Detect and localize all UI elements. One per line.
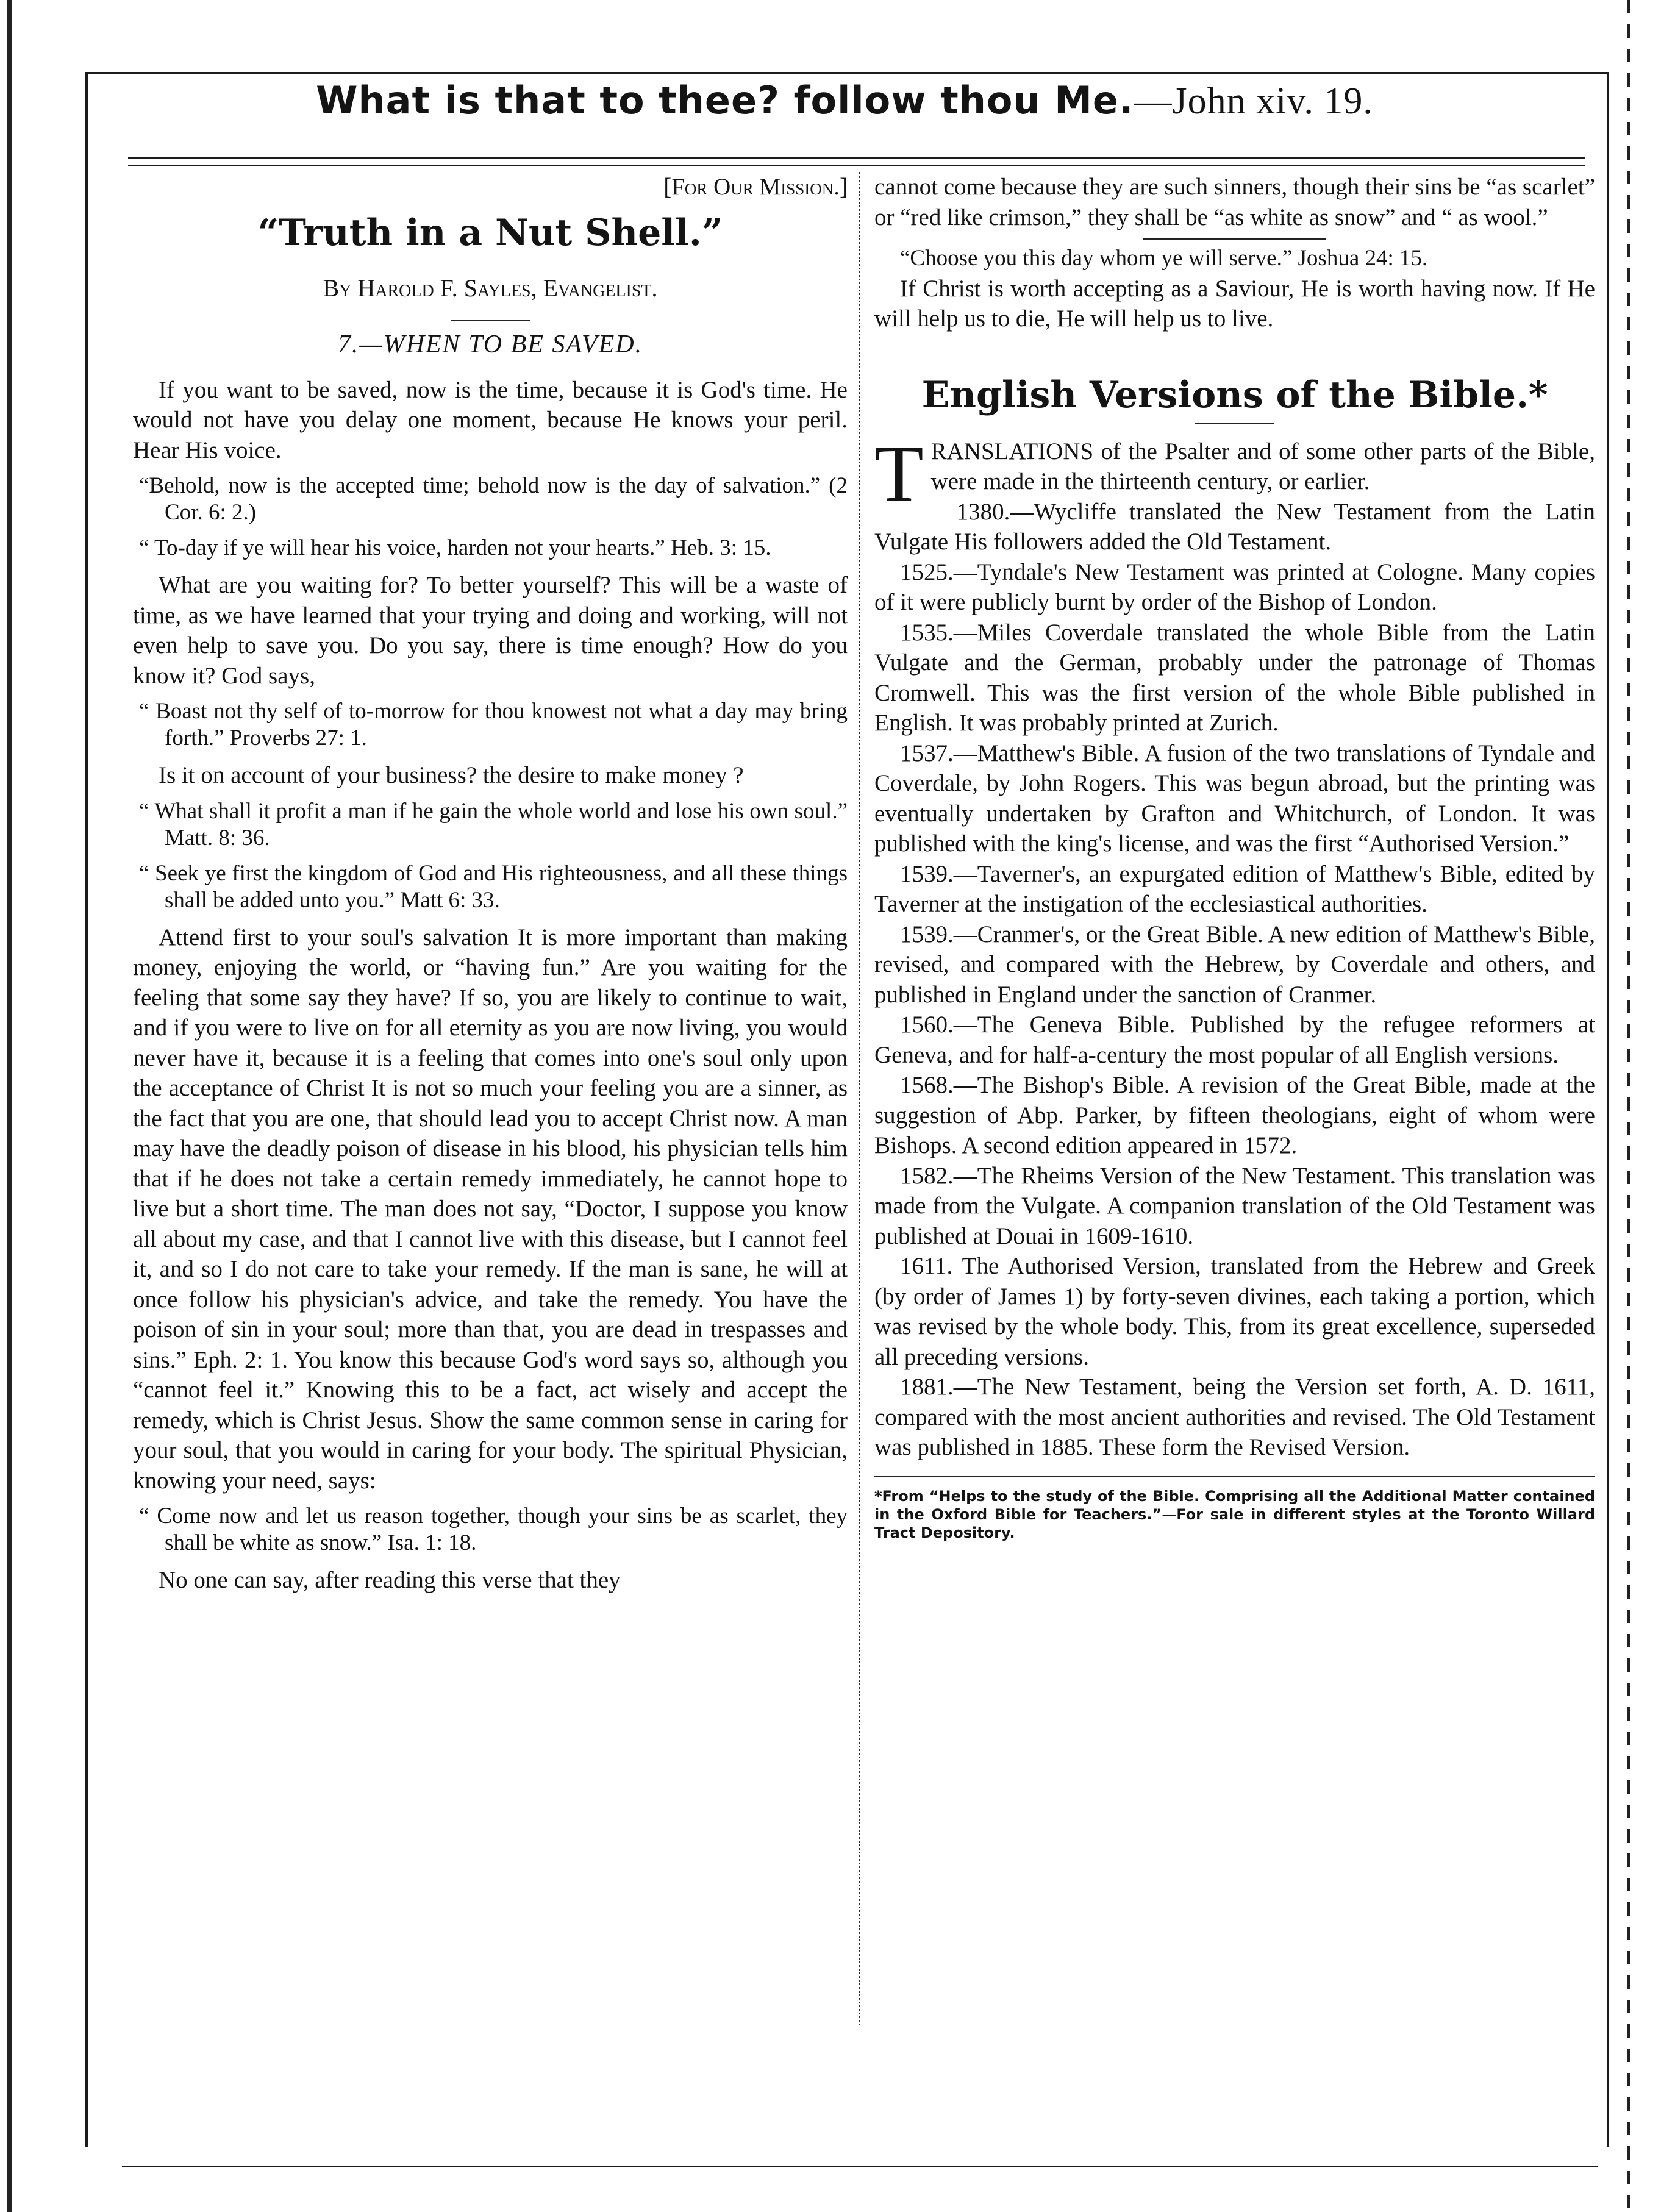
intro-paragraph — [874, 428, 1595, 518]
paragraph: If you want to be saved, now is the time, because it is God's time. He would not have you delay one moment, because He knows your peril. Hear His voice. — [133, 376, 848, 463]
version-entry-1537: 1537.—Matthew's Bible. A fusion of the two translations of Tyndale and Coverdale, by John Rogers. This was begun abroad, but the printing was eventually undertaken by Grafton and Whitchurch, of London. It was published with the king's license, and was the first “Authorised Version.” — [874, 740, 1595, 857]
page-edge-right — [1627, 0, 1630, 2212]
scripture-quote: “Behold, now is the accepted time; behold now is the day of salvation.” (2 Cor. 6: 2.) — [139, 473, 848, 525]
scripture-quote: “ Seek ye first the kingdom of God and His righteousness, and all these things shall be added unto you.” Matt 6: 33. — [139, 860, 848, 913]
version-entry-1525: 1525.—Tyndale's New Testament was printed at Cologne. Many copies of it were publicly burnt by order of the Bishop of London. — [874, 558, 1595, 615]
paragraph: Is it on account of your business? the desire to make money ? — [159, 762, 744, 788]
version-entry-1535: 1535.—Miles Coverdale translated the whole Bible from the Latin Vulgate and the German, probably under the patronage of Thomas Cromwell. This was the first version of the whole Bible published in English. It was probably printed at Zurich. — [874, 619, 1595, 736]
scripture-quote: “ To-day if ye will hear his voice, harden not your hearts.” Heb. 3: 15. — [139, 535, 771, 560]
article-title: “Truth in a Nut Shell.” — [257, 211, 723, 254]
version-entry-1881: 1881.—The New Testament, being the Version set forth, A. D. 1611, compared with the most ancient authorities and revised. The Old Testament was published in 1885. These form the Revised Version. — [874, 1374, 1595, 1460]
scripture-quote: “ Come now and let us reason together, though your sins be as scarlet, they shall be white as snow.” Isa. 1: 18. — [139, 1504, 848, 1555]
short-rule — [1195, 423, 1274, 424]
paragraph: Attend first to your soul's salvation It is more important than making money, enjoying the world, or “having fun.” Are you waiting for the feeling that some say they have? If so, you are likely to continue to wait, and if you were to live on for all eternity as you are now living, you would never have it, because it is a feeling that comes into one's soul only upon the acceptance of Christ It is not so much your feeling you are a sinner, as the fact that you are one, that should lead you to accept Christ now. A man may have the deadly poison of disease in his blood, his physician tells him that if he does not take a certain remedy immediately, he cannot hope to live but a short time. The man does not say, “Doctor, I suppose you know all about my case, and that I cannot live with this disease, but I cannot feel it, and so I do not care to take your remedy. If the man is sane, he will at once follow his physician's advice, and take the remedy. You have the poison of sin in your soul; more than that, you are dead in trespasses and sins.” Eph. 2: 1. You know this because God's word says so, although you “cannot feel it.” Knowing this to be a fact, act wisely and accept the remedy, which is Christ Jesus. Show the same common sense in caring for your soul, that you would in caring for your body. The spiritual Physician, knowing your need, says: — [133, 924, 848, 1494]
version-entry-1611: 1611. The Authorised Version, translated from the Hebrew and Greek (by order of James 1) by forty-seven divines, each taking a portion, which was revised by the whole body. This, from its great excellence, superseded all preceding versions. — [874, 1253, 1595, 1370]
right-column — [874, 172, 1595, 1542]
section-title: English Versions of the Bible.* — [921, 373, 1548, 416]
scripture-quote: “Choose you this day whom ye will serve.” Joshua 24: 15. — [900, 246, 1428, 271]
page-header — [85, 78, 1604, 123]
footnote: *From “Helps to the study of the Bible. Comprising all the Additional Matter contained in the Oxford Bible for Teachers.”—For sale in different styles at the Toronto Willard Tract Depository. — [874, 1476, 1595, 1542]
version-entry-1568: 1568.—The Bishop's Bible. A revision of the Great Bible, made at the suggestion of Abp. Parker, by fifteen theologians, eight of whom were Bishops. A second edition appeared in 1572. — [874, 1072, 1595, 1158]
paragraph: No one can say, after reading this verse that they — [159, 1567, 621, 1593]
scripture-quote: “ Boast not thy self of to-morrow for thou knowest not what a day may bring forth.” Proverbs 27: 1. — [139, 699, 848, 751]
scripture-quote: “ What shall it profit a man if he gain the whole world and lose his own soul.” Matt. 8: 36. — [139, 798, 848, 851]
left-column — [133, 172, 848, 1596]
short-rule — [1143, 238, 1326, 240]
article-kicker: [For Our Mission.] — [663, 174, 848, 200]
paragraph: cannot come because they are such sinners, though their sins be “as scarlet” or “red like crimson,” they shall be “as white as snow” and “ as wool.” — [874, 174, 1595, 230]
header-motto: What is that to thee? follow thou Me. — [316, 78, 1134, 123]
drop-cap: T — [874, 428, 924, 518]
version-entry-1582: 1582.—The Rheims Version of the New Testament. This translation was made from the Vulgate. A companion translation of the Old Testament was published at Douai in 1609-1610. — [874, 1162, 1595, 1249]
version-entry-1539-taverner: 1539.—Taverner's, an expurgated edition of Matthew's Bible, edited by Taverner at the instigation of the ecclesiastical authorities. — [874, 860, 1595, 917]
version-entry-1560: 1560.—The Geneva Bible. Published by the refugee reformers at Geneva, and for half-a-century the most popular of all English versions. — [874, 1011, 1595, 1068]
article-byline: By Harold F. Sayles, Evangelist. — [323, 274, 658, 302]
section-heading: 7.—WHEN TO BE SAVED. — [337, 330, 643, 359]
page-edge-left — [7, 0, 12, 2212]
intro-text: RANSLATIONS of the Psalter and of some other parts of the Bible, were made in the thirteenth century, or earlier. — [930, 438, 1595, 494]
short-rule — [451, 320, 530, 321]
header-rule — [128, 157, 1585, 159]
header-reference: —John xiv. 19. — [1134, 80, 1373, 122]
paragraph: What are you waiting for? To better yourself? This will be a waste of time, as we have learned that your trying and doing and working, will not even help to save you. Do you say, there is time enough? How do you know it? God says, — [133, 572, 848, 689]
version-entry-1539-cranmer: 1539.—Cranmer's, or the Great Bible. A new edition of Matthew's Bible, revised, and compared with the Hebrew, by Coverdale and others, and published in England under the sanction of Cranmer. — [874, 921, 1595, 1008]
paragraph: If Christ is worth accepting as a Saviour, He is worth having now. If He will help us to die, He will help us to live. — [874, 275, 1595, 332]
column-divider — [859, 172, 860, 2025]
header-rule-double — [128, 165, 1585, 166]
bottom-rule — [122, 2166, 1598, 2167]
version-entry-1380: 1380.—Wycliffe translated the New Testament from the Latin Vulgate His followers added the Old Testament. — [874, 498, 1595, 555]
